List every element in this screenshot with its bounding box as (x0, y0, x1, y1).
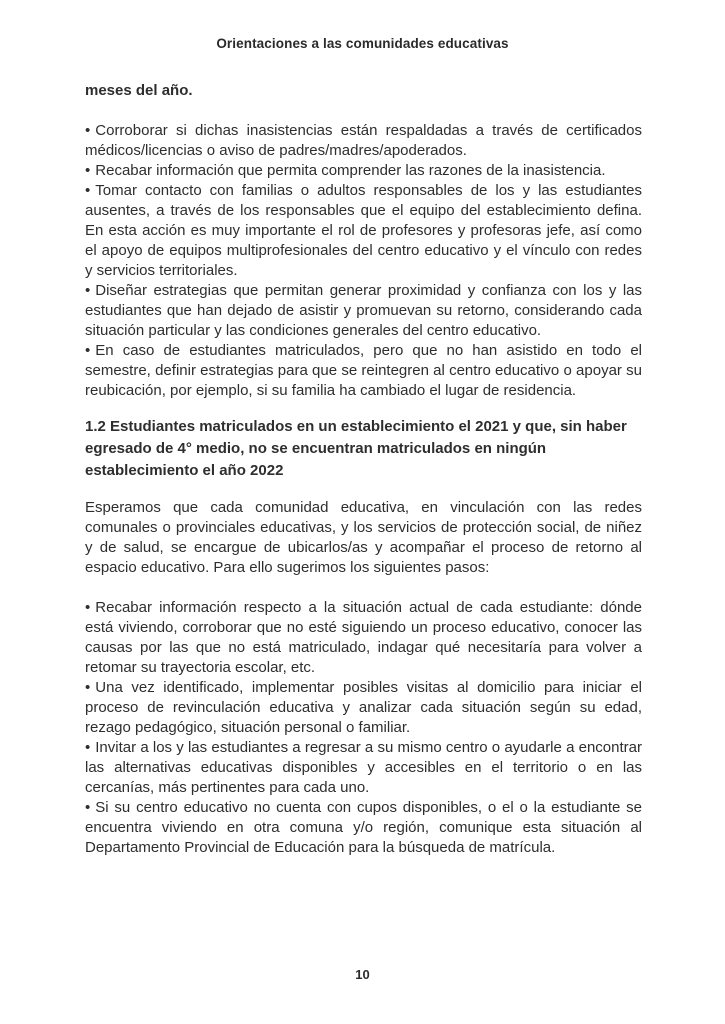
list-item (85, 341, 642, 401)
list-item (85, 598, 642, 678)
bullet-marker: • (85, 182, 91, 199)
list-item-text: Recabar información respecto a la situación actual de cada estudiante: dónde está viviendo, corroborar que no esté siguiendo un proceso educativo, conocer las causas por las que no está matriculado, indagar qué necesitaría para volver a retomar su trayectoria escolar, etc. (85, 599, 642, 676)
page-number: 10 (355, 967, 370, 982)
section-heading-1-2: 1.2 Estudiantes matriculados en un establecimiento el 2021 y que, sin haber egresado de 4° medio, no se encuentran matriculados en ningún establecimiento el año 2022 (85, 418, 627, 479)
bullet-marker: • (85, 122, 91, 139)
running-header: Orientaciones a las comunidades educativas (216, 36, 509, 51)
list-item (85, 738, 642, 798)
bullet-marker: • (85, 162, 91, 179)
list-item (85, 798, 642, 858)
list-item-text: Invitar a los y las estudiantes a regresar a su mismo centro o ayudarle a encontrar las alternativas educativas disponibles y accesibles en el territorio o en las cercanías, más pertinentes para cada uno. (85, 739, 642, 796)
list-item (85, 161, 642, 181)
list-item-text: Una vez identificado, implementar posibles visitas al domicilio para iniciar el proceso de revinculación educativa y analizar cada situación según su edad, rezago pedagógico, situación personal o familiar. (85, 679, 642, 736)
list-item-text: Recabar información que permita comprender las razones de la inasistencia. (95, 162, 606, 179)
list-item-text: Corroborar si dichas inasistencias están respaldadas a través de certificados médicos/licencias o aviso de padres/madres/apoderados. (85, 122, 642, 159)
bullet-list-2 (85, 598, 642, 858)
page-content (85, 81, 642, 858)
bullet-marker: • (85, 282, 91, 299)
bullet-marker: • (85, 739, 91, 756)
list-item-text: Si su centro educativo no cuenta con cupos disponibles, o el o la estudiante se encuentra viviendo en otra comuna y/o región, comunique esta situación al Departamento Provincial de Educación para la búsqueda de matrícula. (85, 799, 642, 856)
list-item (85, 121, 642, 161)
bullet-list-1 (85, 121, 642, 401)
list-item-text: Tomar contacto con familias o adultos responsables de los y las estudiantes ausentes, a través de los responsables que el equipo del establecimiento defina. En esta acción es muy importante el rol de profesores y profesoras jefe, así como el apoyo de equipos multiprofesionales del centro educativo y el vínculo con redes y servicios territoriales. (85, 182, 642, 279)
list-item (85, 281, 642, 341)
list-item-text: En caso de estudiantes matriculados, pero que no han asistido en todo el semestre, definir estrategias para que se reintegren al centro educativo o apoyar su reubicación, por ejemplo, si su familia ha cambiado el lugar de residencia. (85, 342, 642, 399)
lead-paragraph: Esperamos que cada comunidad educativa, en vinculación con las redes comunales o provinciales educativas, y los servicios de protección social, de niñez y de salud, se encargue de ubicarlos/as y acompañar el proceso de retorno al espacio educativo. Para ello sugerimos los siguientes pasos: (85, 499, 642, 576)
bullet-marker: • (85, 799, 91, 816)
continued-heading: meses del año. (85, 82, 193, 99)
list-item (85, 181, 642, 281)
bullet-marker: • (85, 599, 91, 616)
bullet-marker: • (85, 679, 91, 696)
list-item-text: Diseñar estrategias que permitan generar proximidad y confianza con los y las estudiantes que han dejado de asistir y promuevan su retorno, considerando cada situación particular y las condiciones generales del centro educativo. (85, 282, 642, 339)
bullet-marker: • (85, 342, 91, 359)
list-item (85, 678, 642, 738)
